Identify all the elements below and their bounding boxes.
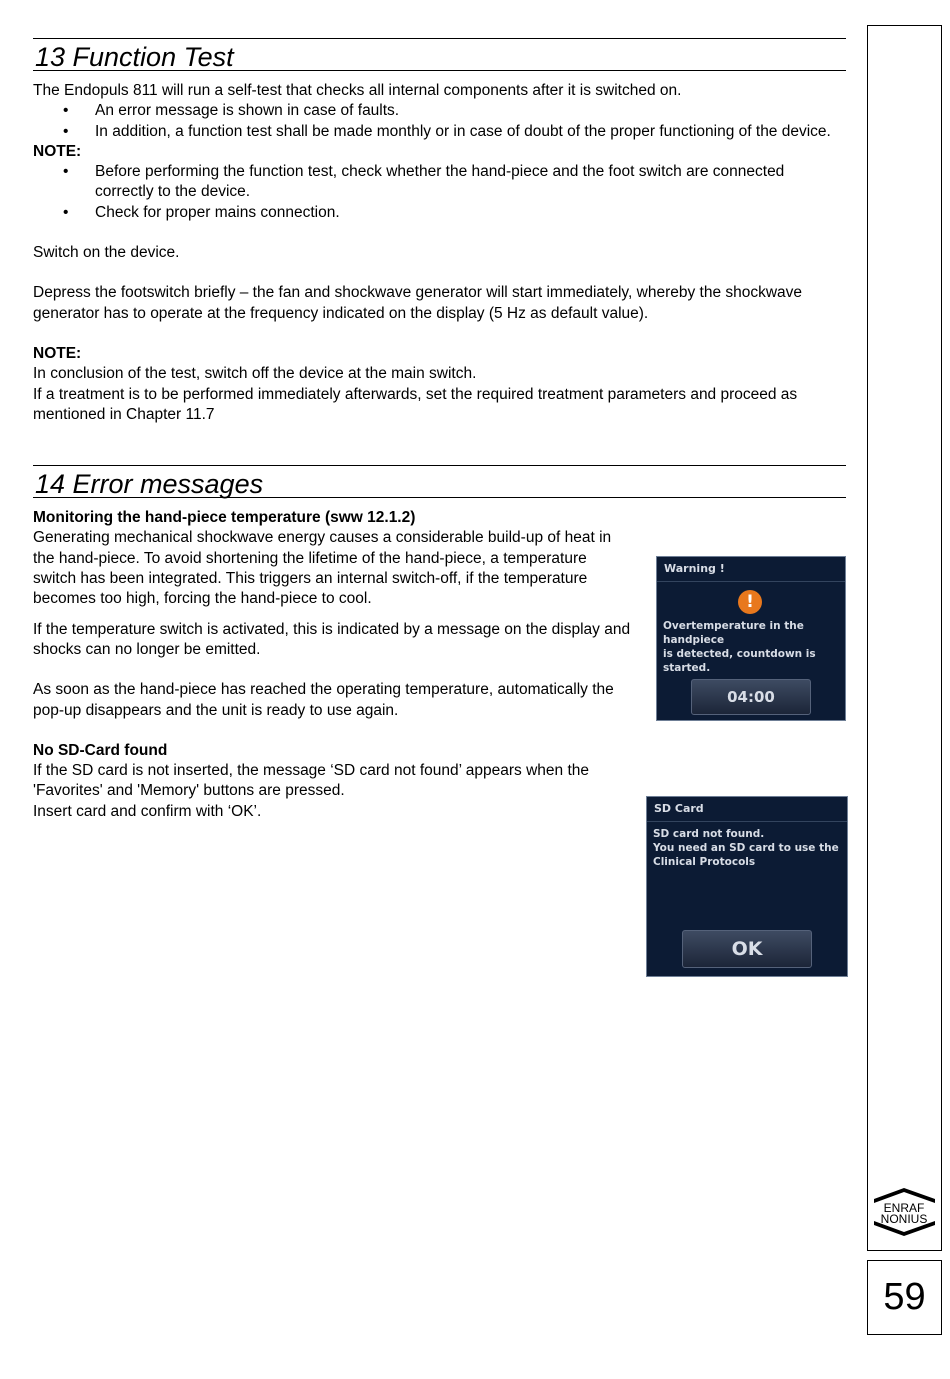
list-item: • Before performing the function test, check whether the hand-piece and the foot switch are connected correctly to the device. [33, 162, 846, 203]
warning-message: is detected, countdown is started. [663, 648, 816, 674]
page-number: 59 [867, 1260, 942, 1335]
monitoring-text: As soon as the hand-piece has reached the operating temperature, automatically the pop-up disappears and the unit is ready to use again. [33, 681, 614, 719]
logo-text-enraf: ENRAF [883, 1201, 925, 1215]
sd-card-popup [646, 796, 848, 977]
list-item: • Check for proper mains connection. [33, 203, 846, 223]
warning-popup [656, 556, 846, 721]
warning-popup-title: Warning ! [657, 557, 845, 582]
sd-card-popup-title: SD Card [647, 797, 847, 822]
switch-on-text: Switch on the device. [33, 244, 180, 262]
sd-card-heading: No SD-Card found [33, 741, 168, 759]
monitoring-text: Generating mechanical shockwave energy causes a considerable build-up of heat in the hand-piece. To avoid shortening the lifetime of the hand-piece, a temperature switch has been integrated. This triggers an internal switch-off, if the temperature becomes too high, forcing the hand-piece to cool. [33, 529, 612, 608]
ok-button[interactable]: OK [682, 930, 812, 968]
sd-card-text: If the SD card is not inserted, the message ‘SD card not found’ appears when the 'Favorites' and 'Memory' buttons are pressed. [33, 762, 590, 800]
sd-card-text: Insert card and confirm with ‘OK’. [33, 802, 262, 820]
side-margin-box [867, 25, 942, 1251]
enraf-nonius-logo [869, 1185, 940, 1240]
function-test-intro: The Endopuls 811 will run a self-test that checks all internal components after it is switched on. [33, 82, 682, 99]
monitoring-heading: Monitoring the hand-piece temperature (sww 12.1.2) [33, 509, 416, 527]
sd-card-message: You need an SD card to use the [653, 842, 839, 854]
countdown-display: 04:00 [691, 679, 811, 715]
monitoring-text: If the temperature switch is activated, this is indicated by a message on the display and shocks can no longer be emitted. [33, 620, 631, 658]
depress-footswitch-text: Depress the footswitch briefly – the fan and shockwave generator will start immediately, whereby the shockwave generator has to operate at the frequency indicated on the display (5 Hz as default value). [33, 284, 803, 322]
warning-message: Overtemperature in the handpiece [663, 620, 804, 646]
sd-card-message: SD card not found. [653, 828, 765, 840]
note-label: NOTE: [33, 142, 82, 160]
section-14-title: 14 Error messages [33, 465, 846, 498]
note-label: NOTE: [33, 344, 82, 362]
note-text: If a treatment is to be performed immediately afterwards, set the required treatment parameters and proceed as mentioned in Chapter 11.7 [33, 385, 798, 423]
list-item: • An error message is shown in case of faults. [33, 101, 846, 121]
note-text: In conclusion of the test, switch off the device at the main switch. [33, 365, 477, 383]
section-13-title: 13 Function Test [33, 38, 846, 71]
exclamation-icon: ! [738, 590, 762, 614]
logo-text-nonius: NONIUS [880, 1212, 928, 1226]
note-list [33, 162, 846, 223]
list-item: • In addition, a function test shall be made monthly or in case of doubt of the proper functioning of the device. [33, 122, 846, 142]
sd-card-message: Clinical Protocols [653, 856, 756, 868]
function-test-list [33, 101, 846, 142]
